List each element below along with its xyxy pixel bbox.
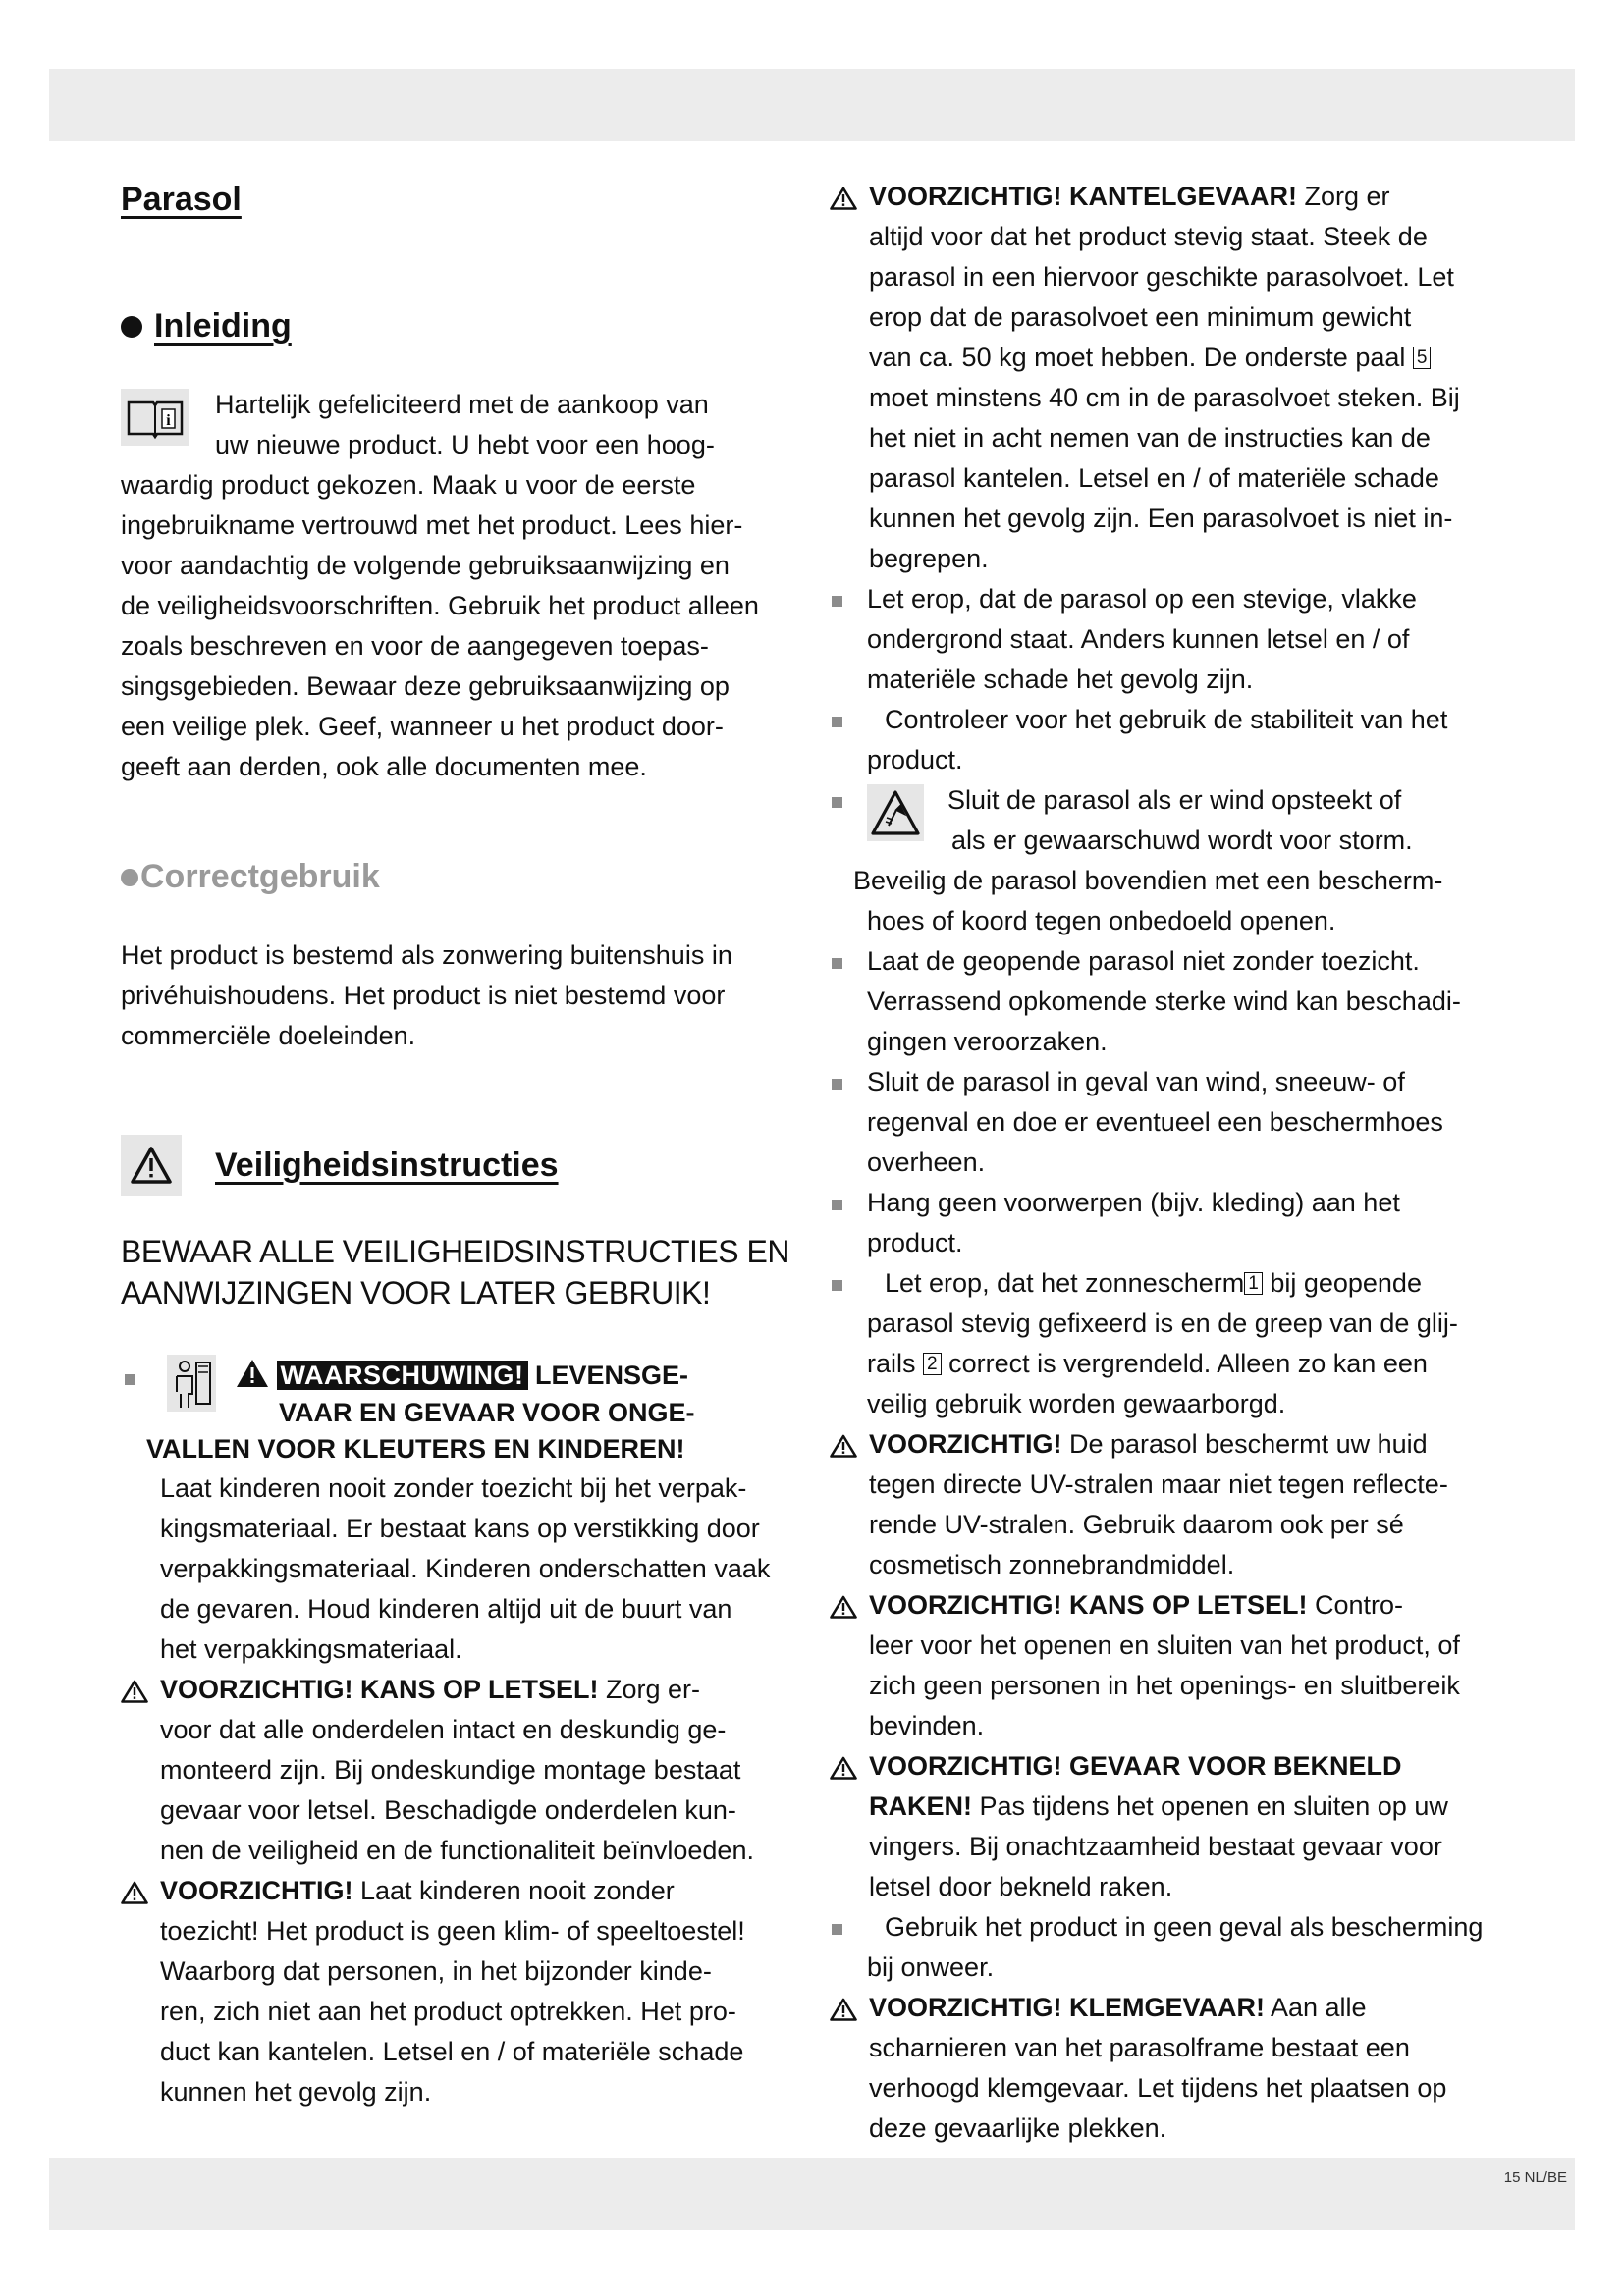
bullet-line: hoes of koord tegen onbedoeld openen. [867,906,1336,935]
caution-label: VOORZICHTIG! [160,1876,353,1905]
caution-line: kunnen het gevolg zijn. Een parasolvoet is niet in- [869,504,1453,533]
warning-heading: VALLEN VOOR KLEUTERS EN KINDEREN! [146,1434,685,1464]
caution-label: VOORZICHTIG! KLEMGEVAAR! [869,1993,1265,2022]
intro-line: uw nieuwe product. U hebt voor een hoog- [215,430,715,459]
bullet-line: Hang geen voorwerpen (bijv. kleding) aan het [867,1188,1400,1217]
caution-line: tegen directe UV-stralen maar niet tegen reflecte- [869,1469,1448,1499]
correct-paragraph [121,935,798,1056]
bewaar-notice [121,1231,798,1313]
intro-line: Hartelijk gefeliciteerd met de aankoop van [215,390,709,419]
bullet-item [830,1062,1522,1183]
correct-line: privéhuishoudens. Het product is niet bestemd voor [121,981,726,1010]
caution-line: duct kan kantelen. Letsel en / of materiële schade [160,2037,744,2066]
caution-line: deze gevaarlijke plekken. [869,2113,1167,2143]
caution-line: moet minstens 40 cm in de parasolvoet steken. Bij [869,383,1460,412]
caution-line: ren, zich niet aan het product optrekken. Het pro- [160,1997,736,2026]
correct-line: Het product is bestemd als zonwering buitenshuis in [121,940,732,970]
caution-line: parasol in een hiervoor geschikte parasolvoet. Let [869,262,1454,292]
bullet-text: Let erop, dat het zonnescherm [885,1268,1245,1298]
warning-line: verpakkingsmateriaal. Kinderen onderschatten vaak [160,1554,771,1583]
bullet-square-icon [125,1374,135,1385]
bullet-square-icon [832,1280,842,1291]
caution-label: VOORZICHTIG! [869,1429,1062,1459]
bullet-line: overheen. [867,1148,986,1177]
caution-letsel [830,1585,1522,1746]
caution-kantelgevaar [830,177,1522,579]
bullet-line: parasol stevig gefixeerd is en de greep van de glij- [867,1308,1458,1338]
bullet-dot-icon [121,316,142,338]
left-column [121,177,798,2112]
caution-text: Zorg er- [598,1675,701,1704]
caution-line: voor dat alle onderdelen intact en deskundig ge- [160,1715,727,1744]
bullet-line: Controleer voor het gebruik de stabiliteit van het [885,705,1448,734]
intro-line: waardig product gekozen. Maak u voor de eerste [121,470,696,500]
warning-line: kingsmateriaal. Er bestaat kans op verstikking door [160,1514,760,1543]
bullet-line: Laat de geopende parasol niet zonder toezicht. [867,946,1420,976]
page-title: Parasol [121,181,242,218]
caution-uv [830,1424,1522,1585]
heading-veiligheid-text: Veiligheidsinstructies [215,1146,559,1184]
bullet-line: product. [867,1228,963,1257]
bullet-square-icon [832,717,842,727]
intro-paragraph [121,385,798,787]
bullet-line: materiële schade het gevolg zijn. [867,665,1254,694]
part-reference: 5 [1413,347,1432,369]
intro-line: voor aandachtig de volgende gebruiksaanwijzing en [121,551,730,580]
caution-text: Laat kinderen nooit zonder [352,1876,675,1905]
caution-triangle-icon [830,1434,857,1458]
bullet-item [830,700,1522,780]
bullet-line: Beveilig de parasol bovendien met een bescherm- [853,866,1443,895]
caution-line: toezicht! Het product is geen klim- of speeltoestel! [160,1916,745,1946]
heading-inleiding-text: Inleiding [154,307,292,345]
caution-line: zich geen personen in het openings- en sluitbereik [869,1671,1460,1700]
bullet-item-wind [830,780,1522,941]
bullet-line: Sluit de parasol in geval van wind, sneeuw- of [867,1067,1405,1096]
intro-line: een veilige plek. Geef, wanneer u het product door- [121,712,724,741]
caution-line: leer voor het openen en sluiten van het product, of [869,1630,1460,1660]
caution-line: vingers. Bij onachtzaamheid bestaat gevaar voor [869,1832,1442,1861]
caution-triangle-icon [121,1881,148,1904]
caution-label: VOORZICHTIG! KANTELGEVAAR! [869,182,1297,211]
caution-kans-op-letsel [121,1670,798,1871]
part-reference: 1 [1244,1272,1263,1295]
warning-triangle-icon [121,1135,182,1196]
warning-block-children [121,1357,798,1670]
caution-line: parasol kantelen. Letsel en / of materiële schade [869,463,1439,493]
header-band [49,69,1575,141]
bullet-line: regenval en doe er eventueel een beschermhoes [867,1107,1443,1137]
bullet-text: rails [867,1349,924,1378]
caution-line: kunnen het gevolg zijn. [160,2077,432,2107]
caution-line: cosmetisch zonnebrandmiddel. [869,1550,1235,1579]
bullet-line: product. [867,745,963,774]
caution-line: altijd voor dat het product stevig staat. Steek de [869,222,1428,251]
caution-line: rende UV-stralen. Gebruik daarom ook per sé [869,1510,1404,1539]
warning-triangle-icon [236,1359,269,1388]
right-column [830,177,1522,2149]
caution-text: van ca. 50 kg moet hebben. De onderste paal [869,343,1406,372]
warning-line: Laat kinderen nooit zonder toezicht bij het verpak- [160,1473,747,1503]
caution-line: verhoogd klemgevaar. Let tijdens het plaatsen op [869,2073,1447,2103]
wind-warning-icon [867,784,924,841]
correct-line: commerciële doeleinden. [121,1021,416,1050]
intro-line: zoals beschreven en voor de aangegeven toepas- [121,631,709,661]
caution-triangle-icon [830,1595,857,1619]
svg-text:i: i [166,412,171,429]
bullet-line: bij onweer. [867,1952,995,1982]
warning-line: het verpakkingsmateriaal. [160,1634,462,1664]
caution-line: begrepen. [869,544,989,573]
caution-label: VOORZICHTIG! GEVAAR VOOR BEKNELD [869,1751,1402,1781]
bullet-line: Gebruik het product in geen geval als bescherming [885,1912,1484,1942]
caution-triangle-icon [830,1756,857,1780]
bullet-item [830,1907,1522,1988]
caution-triangle-icon [830,187,857,210]
caution-triangle-icon [121,1680,148,1703]
bullet-square-icon [832,958,842,969]
intro-line: singsgebieden. Bewaar deze gebruiksaanwijzing op [121,671,730,701]
warning-heading: LEVENSGE- [535,1361,689,1390]
caution-triangle-icon [830,1998,857,2021]
caution-kinderen [121,1871,798,2112]
bullet-item [830,579,1522,700]
bullet-line: Sluit de parasol als er wind opsteekt of [947,785,1402,815]
bullet-line: gingen veroorzaken. [867,1027,1108,1056]
bullet-square-icon [832,1079,842,1090]
caution-line: nen de veiligheid en de functionaliteit beïnvloeden. [160,1836,754,1865]
bullet-dot-icon [121,869,138,886]
caution-line: letsel door bekneld raken. [869,1872,1173,1901]
caution-label: VOORZICHTIG! KANS OP LETSEL! [869,1590,1308,1620]
caution-line: monteerd zijn. Bij ondeskundige montage bestaat [160,1755,741,1785]
footer-band [49,2158,1575,2230]
caution-line: gevaar voor letsel. Beschadigde onderdelen kun- [160,1795,736,1825]
caution-line: bevinden. [869,1711,985,1740]
warning-heading: VAAR EN GEVAAR VOOR ONGE- [279,1398,695,1427]
info-book-icon [121,389,189,446]
bullet-item [830,1183,1522,1263]
heading-correct-text: Correctgebruik [140,858,380,895]
caution-text: Contro- [1307,1590,1404,1620]
intro-line: geeft aan derden, ook alle documenten mee. [121,752,647,781]
heading-veiligheid [121,1135,798,1196]
caution-line: het niet in acht nemen van de instructies kan de [869,423,1431,453]
intro-line: de veiligheidsvoorschriften. Gebruik het product alleen [121,591,759,620]
bewaar-line: BEWAAR ALLE VEILIGHEIDSINSTRUCTIES EN [121,1234,789,1269]
caution-text: Zorg er [1296,182,1390,211]
bullet-line: Let erop, dat de parasol op een stevige, vlakke [867,584,1417,614]
bewaar-line: AANWIJZINGEN VOOR LATER GEBRUIK! [121,1275,711,1310]
bullet-item [830,941,1522,1062]
caution-label: VOORZICHTIG! KANS OP LETSEL! [160,1675,599,1704]
bullet-square-icon [832,797,842,808]
caution-klemgevaar [830,1988,1522,2149]
warning-badge: WAARSCHUWING! [277,1361,528,1390]
caution-label: RAKEN! [869,1791,972,1821]
bullet-line: als er gewaarschuwd wordt voor storm. [951,826,1413,855]
bullet-text: bij geopende [1262,1268,1422,1298]
intro-line: ingebruikname vertrouwd met het product. Lees hier- [121,510,743,540]
heading-inleiding [121,307,798,346]
child-danger-icon [167,1355,216,1412]
caution-text: Aan alle [1264,1993,1367,2022]
bullet-item [830,1263,1522,1424]
caution-line: Waarborg dat personen, in het bijzonder kinde- [160,1956,712,1986]
bullet-line: ondergrond staat. Anders kunnen letsel en / of [867,624,1410,654]
caution-bekneld [830,1746,1522,1907]
bullet-line: veilig gebruik worden gewaarborgd. [867,1389,1286,1418]
bullet-square-icon [832,1200,842,1210]
part-reference: 2 [923,1353,942,1375]
bullet-line: Verrassend opkomende sterke wind kan beschadi- [867,987,1461,1016]
bullet-square-icon [832,596,842,607]
bullet-text: correct is vergrendeld. Alleen zo kan een [941,1349,1428,1378]
caution-line: scharnieren van het parasolframe bestaat een [869,2033,1410,2062]
caution-text: De parasol beschermt uw huid [1061,1429,1428,1459]
page-number: 15 NL/BE [1503,2169,1567,2186]
bullet-square-icon [832,1924,842,1935]
caution-line: erop dat de parasolvoet een minimum gewicht [869,302,1412,332]
warning-line: de gevaren. Houd kinderen altijd uit de buurt van [160,1594,732,1624]
heading-correct-gebruik [121,858,798,896]
caution-text: Pas tijdens het openen en sluiten op uw [972,1791,1448,1821]
